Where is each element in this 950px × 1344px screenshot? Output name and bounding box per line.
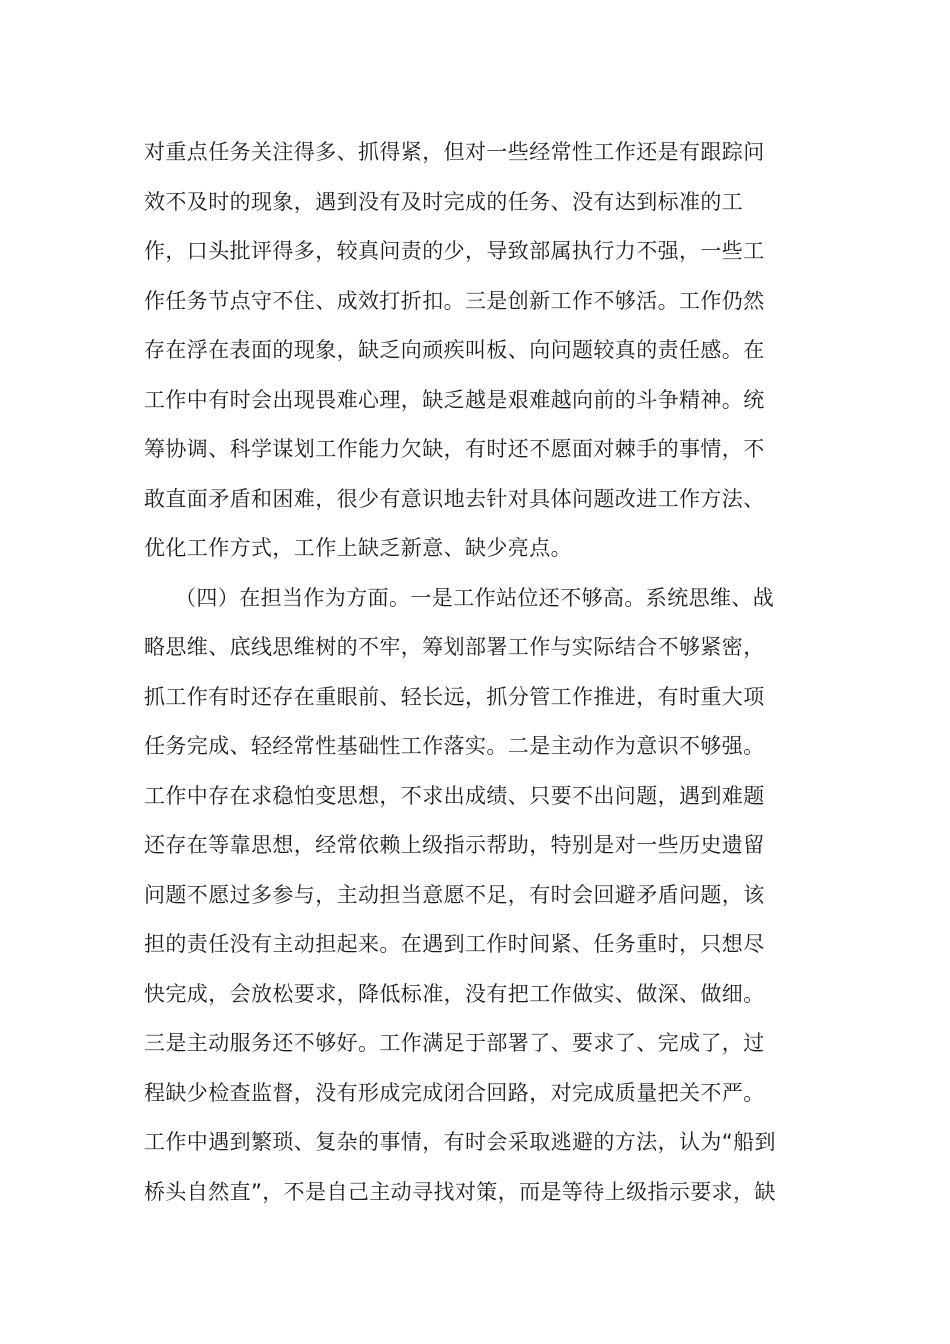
text-line: 存在浮在表面的现象，缺乏向顽疾叫板、向问题较真的责任感。在 <box>144 338 765 362</box>
text-line: 作任务节点守不住、成效打折扣。三是创新工作不够活。工作仍然 <box>144 289 765 313</box>
text-line: 问题不愿过多参与，主动担当意愿不足，有时会回避矛盾问题，该 <box>144 883 765 907</box>
text-line: 抓工作有时还存在重眼前、轻长远，抓分管工作推进，有时重大项 <box>144 685 765 709</box>
text-line: 略思维、底线思维树的不牢，筹划部署工作与实际结合不够紧密， <box>144 635 765 659</box>
text-line: 工作中存在求稳怕变思想，不求出成绩、只要不出问题，遇到难题 <box>144 784 765 808</box>
text-line: 还存在等靠思想，经常依赖上级指示帮助，特别是对一些历史遗留 <box>144 833 765 857</box>
text-line: 效不及时的现象，遇到没有及时完成的任务、没有达到标准的工 <box>144 190 744 214</box>
text-line: 担的责任没有主动担起来。在遇到工作时间紧、任务重时，只想尽 <box>144 932 765 956</box>
text-line: 工作中遇到繁琐、复杂的事情，有时会采取逃避的方法，认为“船到 <box>144 1130 776 1154</box>
text-line: 三是主动服务还不够好。工作满足于部署了、要求了、完成了，过 <box>144 1031 765 1055</box>
text-line: 桥头自然直”，不是自己主动寻找对策，而是等待上级指示要求，缺 <box>144 1180 776 1204</box>
text-line: 快完成，会放松要求，降低标准，没有把工作做实、做深、做细。 <box>144 982 765 1006</box>
text-line: 优化工作方式，工作上缺乏新意、缺少亮点。 <box>144 536 572 560</box>
text-line: 工作中有时会出现畏难心理，缺乏越是艰难越向前的斗争精神。统 <box>144 388 765 412</box>
text-line: 敢直面矛盾和困难，很少有意识地去针对具体问题改进工作方法、 <box>144 487 765 511</box>
text-line: 作，口头批评得多，较真问责的少，导致部属执行力不强，一些工 <box>144 239 765 263</box>
text-line: 任务完成、轻经常性基础性工作落实。二是主动作为意识不够强。 <box>144 734 765 758</box>
paragraph-start-line: （四）在担当作为方面。一是工作站位还不够高。系统思维、战 <box>175 586 775 610</box>
text-line: 筹协调、科学谋划工作能力欠缺，有时还不愿面对棘手的事情，不 <box>144 437 765 461</box>
text-line: 对重点任务关注得多、抓得紧，但对一些经常性工作还是有跟踪问 <box>144 140 765 164</box>
text-line: 程缺少检查监督，没有形成完成闭合回路，对完成质量把关不严。 <box>144 1081 765 1105</box>
